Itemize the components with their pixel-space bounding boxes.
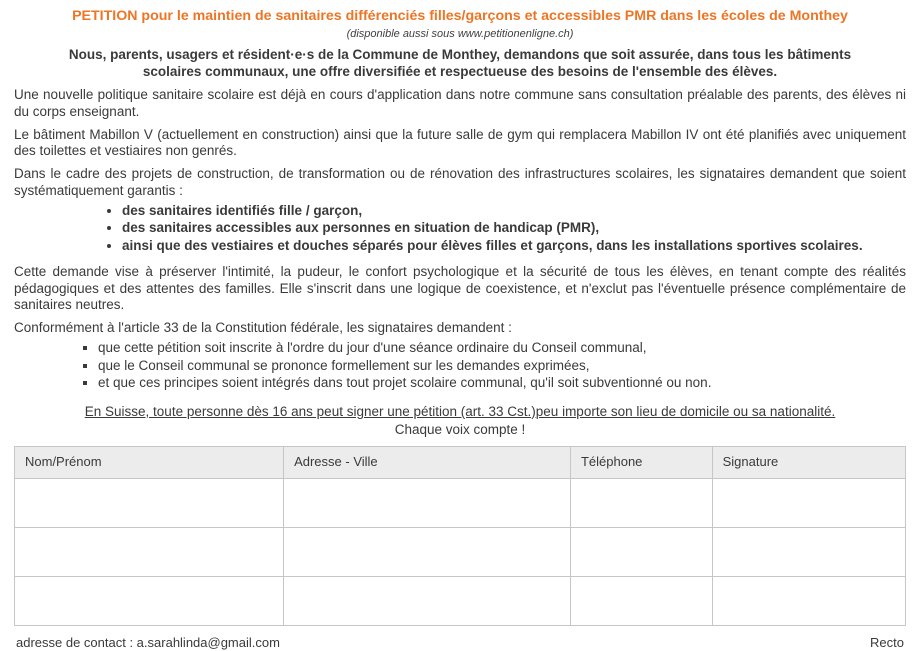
column-header-signature: Signature [712, 447, 905, 478]
address-cell[interactable] [284, 576, 571, 625]
requests-list [14, 340, 906, 392]
demand-item: • des sanitaires accessibles aux personnes en situation de handicap (PMR), [122, 220, 906, 237]
signature-cell[interactable] [712, 478, 905, 527]
recto-label: Recto [870, 634, 904, 650]
online-petition-note: (disponible aussi sous www.petitionenligne.ch) [346, 27, 574, 40]
phone-cell[interactable] [570, 576, 712, 625]
intro-statement: Nous, parents, usagers et résident·e·s de la Commune de Monthey, demandons que soit assurée, dans tous les bâtiments scolaires communaux, une offre diversifiée et respectueuse des besoins de l'ensemble des élèves. [68, 47, 852, 80]
paragraph-constitution: Conformément à l'article 33 de la Constitution fédérale, les signataires demandent : [14, 320, 512, 336]
name-cell[interactable] [15, 576, 284, 625]
request-item: ▪ et que ces principes soient intégrés dans tout projet scolaire communal, qu'il soit subventionné ou non. [98, 375, 906, 392]
column-header-address: Adresse - Ville [284, 447, 571, 478]
demands-list [14, 203, 906, 255]
name-cell[interactable] [15, 478, 284, 527]
call-to-action: Chaque voix compte ! [394, 421, 526, 437]
paragraph-aim: Cette demande vise à préserver l'intimité, la pudeur, le confort psychologique et la sécurité de tous les élèves, en tenant compte des réalités pédagogiques et des attentes des familles. Elle s'inscrit dans une logique de coexistence, et n'exclut pas l'éventuelle présence complémentaire de sanitaires neutres. [14, 263, 906, 313]
signature-cell[interactable] [712, 576, 905, 625]
address-cell[interactable] [284, 478, 571, 527]
address-cell[interactable] [284, 527, 571, 576]
paragraph-building: Le bâtiment Mabillon V (actuellement en construction) ainsi que la future salle de gym qui remplacera Mabillon IV ont été planifiés avec uniquement des toilettes et vestiaires non genrés. [14, 126, 906, 159]
column-header-name: Nom/Prénom [15, 447, 284, 478]
request-item: ▪ que cette pétition soit inscrite à l'ordre du jour d'une séance ordinaire du Conseil communal, [98, 340, 906, 357]
phone-cell[interactable] [570, 527, 712, 576]
demand-item: • des sanitaires identifiés fille / garçon, [122, 203, 906, 220]
table-row [15, 527, 906, 576]
signature-cell[interactable] [712, 527, 905, 576]
table-row [15, 478, 906, 527]
table-row [15, 576, 906, 625]
phone-cell[interactable] [570, 478, 712, 527]
eligibility-note: En Suisse, toute personne dès 16 ans peut signer une pétition (art. 33 Cst.)peu importe son lieu de domicile ou sa nationalité. [84, 403, 836, 419]
column-header-phone: Téléphone [570, 447, 712, 478]
paragraph-policy: Une nouvelle politique sanitaire scolaire est déjà en cours d'application dans notre commune sans consultation préalable des parents, des élèves ni du corps enseignant. [14, 87, 906, 119]
request-item: ▪ que le Conseil communal se prononce formellement sur les demandes exprimées, [98, 358, 906, 375]
contact-email: adresse de contact : a.sarahlinda@gmail.com [16, 634, 280, 650]
page-footer [14, 626, 906, 651]
table-header-row [15, 447, 906, 478]
demand-item: • ainsi que des vestiaires et douches séparés pour élèves filles et garçons, dans les installations sportives scolaires. [122, 238, 906, 255]
signature-table [14, 446, 906, 625]
paragraph-projects: Dans le cadre des projets de construction, de transformation ou de rénovation des infrastructures scolaires, les signataires demandent que soient systématiquement garantis : [14, 166, 906, 198]
name-cell[interactable] [15, 527, 284, 576]
petition-title: PETITION pour le maintien de sanitaires différenciés filles/garçons et accessibles PMR dans les écoles de Monthey [72, 8, 848, 24]
